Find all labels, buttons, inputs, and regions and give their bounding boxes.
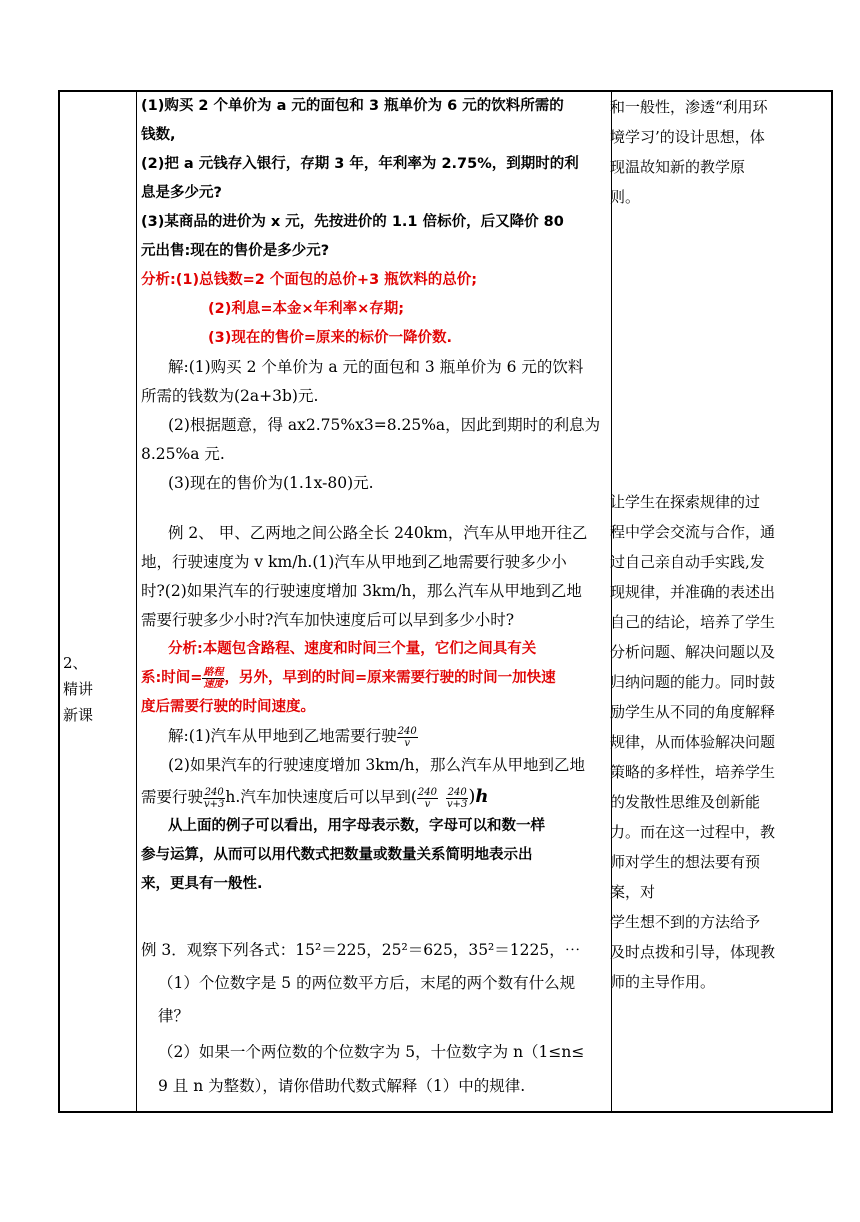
solution-line: 所需的钱数为(2a+3b)元. xyxy=(141,387,319,405)
note-line: 和一般性，渗透“利用环 xyxy=(610,98,768,116)
problem-line: (1)购买 2 个单价为 a 元的面包和 3 瓶单价为 6 元的饮料所需的 xyxy=(141,98,564,114)
summary-line: 参与运算，从而可以用代数式把数量或数量关系简明地表示出 xyxy=(141,847,533,863)
note-line: 力。而在这一过程中，教 xyxy=(610,823,776,841)
fraction-denominator: 速度 xyxy=(203,678,224,690)
section-cell xyxy=(60,92,138,1111)
question-line: 律？ xyxy=(158,1007,190,1025)
example-line: 例 3．观察下列各式：15²＝225，25²＝625，35²＝1225，⋯ xyxy=(141,941,581,959)
note-line: 归纳问题的能力。同时鼓 xyxy=(610,673,776,691)
fraction-240-over-v xyxy=(397,726,418,749)
note-line: 的发散性思维及创新能 xyxy=(610,793,761,811)
problem-line: (2)把 a 元钱存入银行，存期 3 年，年利率为 2.75%，到期时的利 xyxy=(141,156,579,172)
note-line: 及时点拨和引导，体现教 xyxy=(610,943,776,961)
fraction-240-over-v xyxy=(417,787,438,810)
solution-line: (2)根据题意，得 ax2.75%x3=8.25%a，因此到期时的利息为 xyxy=(168,416,601,434)
solution-line: 8.25%a 元. xyxy=(141,445,225,463)
solution-text: 解:(1)汽车从甲地到乙地需要行驶 xyxy=(168,727,397,745)
problem-line: (3)某商品的进价为 x 元，先按进价的 1.1 倍标价，后又降价 80 xyxy=(141,214,564,230)
summary-line: 来，更具有一般性. xyxy=(141,876,263,892)
fraction-denominator: v xyxy=(424,798,431,810)
solution-line: 解:(1)购买 2 个单价为 a 元的面包和 3 瓶单价为 6 元的饮料 xyxy=(168,358,584,376)
solution-line: (3)现在的售价为(1.1x-80)元. xyxy=(168,474,374,492)
analysis-text: 系:时间= xyxy=(141,670,203,686)
time-formula-fraction xyxy=(202,667,224,690)
note-line: 程中学会交流与合作，通 xyxy=(610,523,776,541)
solution-text: 需要行驶 xyxy=(141,788,204,806)
solution-line: 需要行驶 $\frac{240}{v+3}$ h.汽车加快速度后可以早到( $\frac{240}{v}$ $\frac{240}{v+3}$ )h xyxy=(141,786,489,810)
fraction-denominator: v xyxy=(404,737,411,749)
analysis-line xyxy=(141,664,556,693)
fraction-numerator: 240 xyxy=(447,786,467,798)
analysis-line: 度后需要行驶的时间速度。 xyxy=(141,699,315,715)
note-line: 案，对 xyxy=(610,883,656,901)
hour-unit: h xyxy=(475,786,489,807)
example-line: 地，行驶速度为 v km/h.(1)汽车从甲地到乙地需要行驶多少小 xyxy=(141,553,567,571)
analysis-line: 分析:(1)总钱数=2 个面包的总价+3 瓶饮料的总价; xyxy=(141,272,478,288)
note-line: 规律，从而体验解决问题 xyxy=(610,733,776,751)
note-line: 现温故知新的教学原 xyxy=(610,158,746,176)
fraction-numerator: 路程 xyxy=(203,666,224,678)
analysis-text: ，另外，早到的时间=原来需要行驶的时间一加快速 xyxy=(224,670,556,686)
example-line: 需要行驶多少小时?汽车加快速度后可以早到多少小时? xyxy=(141,611,515,629)
solution-line xyxy=(168,722,418,751)
note-line: 励学生从不同的角度解释 xyxy=(610,703,776,721)
fraction-numerator: 240 xyxy=(204,786,224,798)
fraction-numerator: 240 xyxy=(397,725,417,737)
problem-line: 息是多少元? xyxy=(141,185,222,201)
note-line: 现规律，并准确的表述出 xyxy=(610,583,776,601)
note-line: 过自己亲自动手实践,发 xyxy=(610,553,765,571)
example-line: 时?(2)如果汽车的行驶速度增加 3km/h，那么汽车从甲地到乙地 xyxy=(141,582,582,600)
note-line: 则。 xyxy=(610,188,641,206)
fraction-denominator: v+3 xyxy=(204,798,225,810)
analysis-line: 分析:本题包含路程、速度和时间三个量，它们之间具有关 xyxy=(168,641,537,657)
analysis-line: (3)现在的售价=原来的标价一降价数. xyxy=(208,330,452,346)
note-line: 策略的多样性，培养学生 xyxy=(610,763,776,781)
note-line: 分析问题、解决问题以及 xyxy=(610,643,776,661)
fraction-numerator: 240 xyxy=(417,786,437,798)
section-title-line: 新课 xyxy=(63,706,94,724)
note-line: 自己的结论，培养了学生 xyxy=(610,613,776,631)
note-line: 让学生在探索规律的过 xyxy=(610,493,761,511)
question-line: （1）个位数字是 5 的两位数平方后，末尾的两个数有什么规 xyxy=(158,974,576,992)
question-line: （2）如果一个两位数的个位数字为 5，十位数字为 n（1≤n≤ xyxy=(158,1043,585,1061)
section-number: 2、 xyxy=(63,654,88,672)
summary-line: 从上面的例子可以看出，用字母表示数，字母可以和数一样 xyxy=(168,818,545,834)
design-notes-cell xyxy=(610,92,835,1111)
note-line: 师的主导作用。 xyxy=(610,973,716,991)
solution-text: h.汽车加快速度后可以早到( xyxy=(225,788,417,806)
fraction-denominator: v+3 xyxy=(446,798,468,810)
analysis-line: (2)利息=本金×年利率×存期; xyxy=(208,301,405,317)
example-line: 例 2、 甲、乙两地之间公路全长 240km，汽车从甲地开往乙 xyxy=(168,524,588,542)
note-line: 学生想不到的方法给予 xyxy=(610,913,761,931)
section-title-line: 精讲 xyxy=(63,680,94,698)
content-cell xyxy=(138,92,672,1111)
note-line: 师对学生的想法要有预 xyxy=(610,853,761,871)
problem-line: 钱数, xyxy=(141,127,176,143)
notes-block xyxy=(610,907,775,997)
notes-block xyxy=(610,92,768,212)
section-label xyxy=(63,650,93,728)
note-line: 境学习’的设计思想，体 xyxy=(610,128,765,146)
question-line: 9 且 n 为整数），请你借助代数式解释（1）中的规律. xyxy=(158,1077,526,1095)
problem-line: 元出售:现在的售价是多少元? xyxy=(141,243,330,259)
fraction-240-over-v-plus-3 xyxy=(203,787,225,810)
fraction-240-over-v-plus-3 xyxy=(446,787,468,810)
notes-block xyxy=(610,487,775,907)
solution-line: (2)如果汽车的行驶速度增加 3km/h，那么汽车从甲地到乙地 xyxy=(168,756,586,774)
lesson-table xyxy=(58,90,833,1113)
